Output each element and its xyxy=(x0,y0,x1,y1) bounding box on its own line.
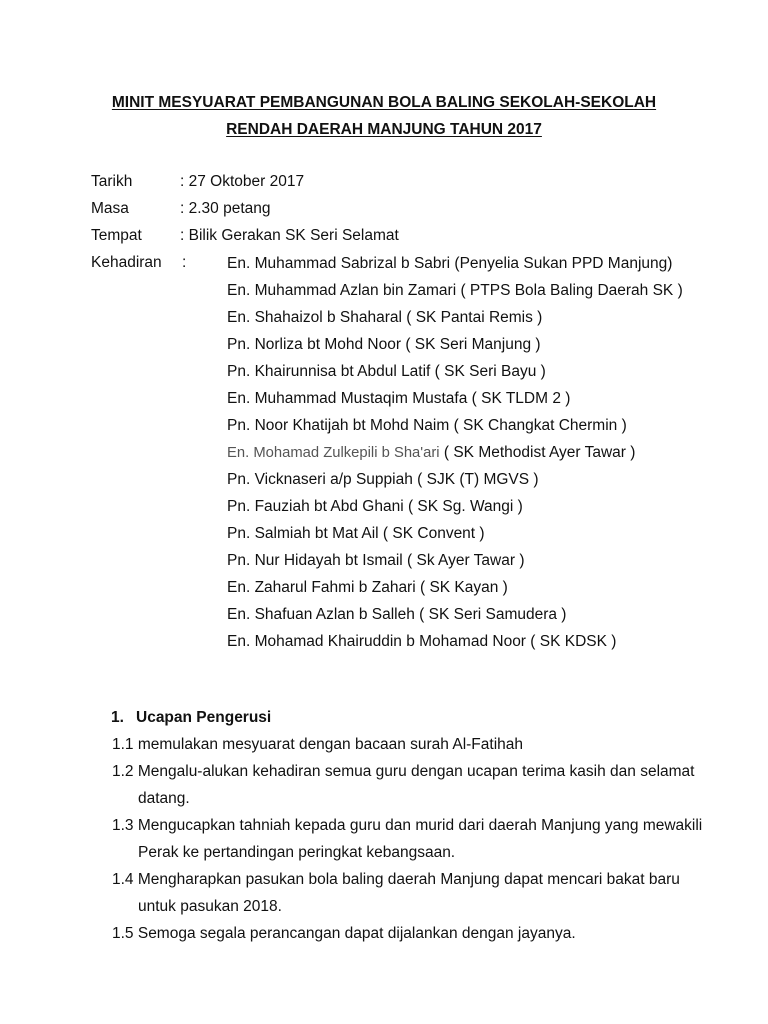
attendee-item: Pn. Fauziah bt Abd Ghani ( SK Sg. Wangi ) xyxy=(227,498,523,515)
date-label: Tarikh xyxy=(91,173,133,190)
section-1-heading xyxy=(111,709,271,727)
attendance-colon: : xyxy=(182,254,187,271)
section-1-title: Ucapan Pengerusi xyxy=(136,709,272,726)
item-1-4: 1.4 Mengharapkan pasukan bola baling daerah Manjung dapat mencari bakat baru xyxy=(112,871,680,888)
date-value: : 27 Oktober 2017 xyxy=(180,173,305,190)
place-label: Tempat xyxy=(91,227,142,244)
attendee-item: Pn. Khairunnisa bt Abdul Latif ( SK Seri Bayu ) xyxy=(227,363,546,380)
item-1-2-continuation: datang. xyxy=(138,790,190,807)
document-title-line-2: RENDAH DAERAH MANJUNG TAHUN 2017 xyxy=(226,121,542,138)
attendee-item: Pn. Vicknaseri a/p Suppiah ( SJK (T) MGVS ) xyxy=(227,471,539,488)
attendee-item: En. Zaharul Fahmi b Zahari ( SK Kayan ) xyxy=(227,579,508,596)
place-value: : Bilik Gerakan SK Seri Selamat xyxy=(180,227,399,244)
attendee-item: En. Muhammad Sabrizal b Sabri (Penyelia Sukan PPD Manjung) xyxy=(227,255,673,272)
attendee-item: Pn. Nur Hidayah bt Ismail ( Sk Ayer Tawar ) xyxy=(227,552,525,569)
time-value: : 2.30 petang xyxy=(180,200,271,217)
item-1-5: 1.5 Semoga segala perancangan dapat dijalankan dengan jayanya. xyxy=(112,925,576,942)
attendee-item: En. Muhammad Mustaqim Mustafa ( SK TLDM 2 ) xyxy=(227,390,571,407)
attendee-item-special xyxy=(227,444,683,471)
attendee-item: En. Mohamad Khairuddin b Mohamad Noor ( SK KDSK ) xyxy=(227,633,617,650)
attendee-item: Pn. Norliza bt Mohd Noor ( SK Seri Manjung ) xyxy=(227,336,541,353)
item-1-3: 1.3 Mengucapkan tahniah kepada guru dan murid dari daerah Manjung yang mewakili xyxy=(112,817,703,834)
item-1-4-continuation: untuk pasukan 2018. xyxy=(138,898,282,915)
attendee-item: En. Shafuan Azlan b Salleh ( SK Seri Samudera ) xyxy=(227,606,567,623)
item-1-1: 1.1 memulakan mesyuarat dengan bacaan surah Al-Fatihah xyxy=(112,736,523,753)
time-label: Masa xyxy=(91,200,129,217)
attendee-item: Pn. Salmiah bt Mat Ail ( SK Convent ) xyxy=(227,525,485,542)
attendee-item: En. Shahaizol b Shaharal ( SK Pantai Remis ) xyxy=(227,309,543,326)
document-title-line-1: MINIT MESYUARAT PEMBANGUNAN BOLA BALING SEKOLAH-SEKOLAH xyxy=(111,94,657,111)
attendee-item: Pn. Noor Khatijah bt Mohd Naim ( SK Changkat Chermin ) xyxy=(227,417,627,434)
item-1-2: 1.2 Mengalu-alukan kehadiran semua guru dengan ucapan terima kasih dan selamat xyxy=(112,763,695,780)
section-1-number: 1. xyxy=(111,709,124,726)
attendee-list xyxy=(227,255,683,660)
attendance-label: Kehadiran xyxy=(91,254,162,271)
attendee-name: En. Mohamad Zulkepili b Sha'ari xyxy=(227,445,440,461)
attendee-school: ( SK Methodist Ayer Tawar ) xyxy=(439,444,636,461)
item-1-3-continuation: Perak ke pertandingan peringkat kebangsaan. xyxy=(138,844,456,861)
attendee-item: En. Muhammad Azlan bin Zamari ( PTPS Bola Baling Daerah SK ) xyxy=(227,282,683,299)
